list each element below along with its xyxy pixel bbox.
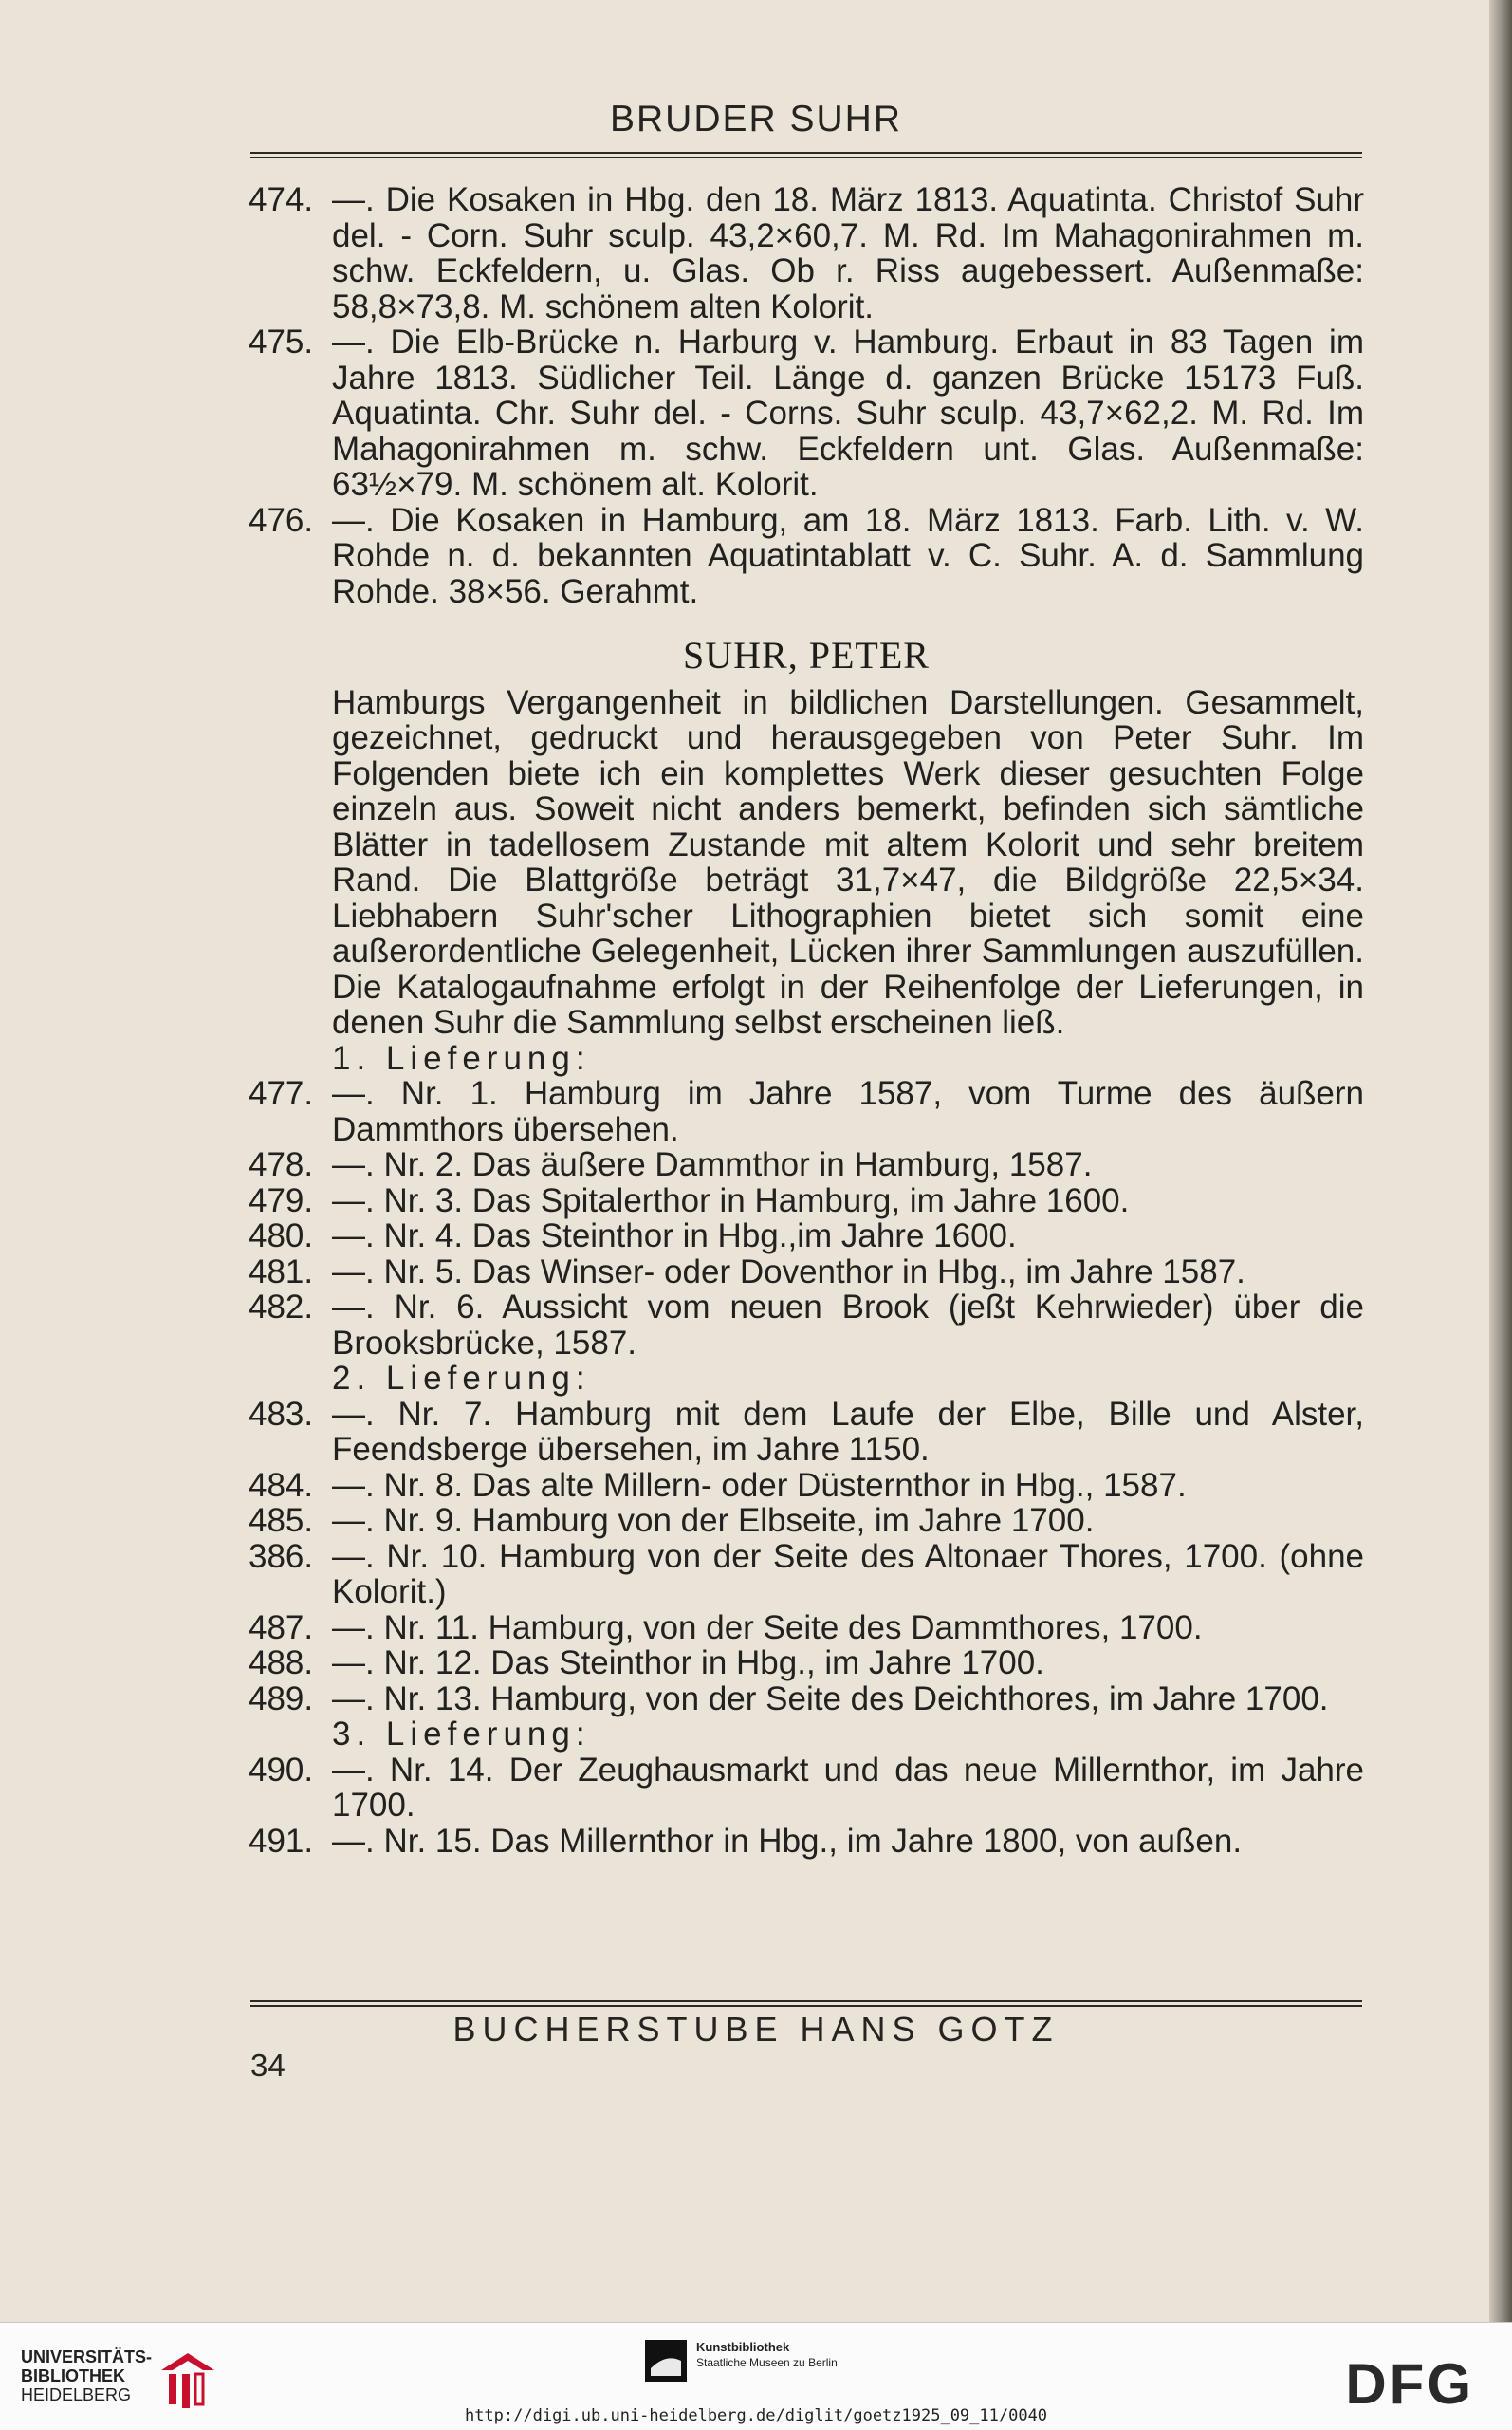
kb-line-2: Staatliche Museen zu Berlin	[696, 2356, 838, 2369]
entry-number: 474.	[249, 181, 314, 218]
catalog-entry	[249, 1503, 1364, 1539]
footer-rule-2	[250, 2005, 1362, 2007]
catalog-entry	[249, 1681, 1364, 1717]
entry-text: —. Nr. 14. Der Zeughausmarkt und das neue Millernthor, im Jahre 1700.	[332, 1751, 1364, 1824]
header-rule-2	[250, 157, 1362, 158]
entry-number: 483.	[249, 1395, 314, 1433]
book-spine-edge	[1489, 0, 1512, 2322]
catalog-entry	[249, 1753, 1364, 1824]
kunstbibliothek-text	[696, 2340, 838, 2370]
catalog-entry	[249, 1397, 1364, 1468]
entry-text: —. Nr. 9. Hamburg von der Elbseite, im Jahre 1700.	[332, 1502, 1095, 1539]
entry-number: 484.	[249, 1466, 314, 1504]
entry-number: 477.	[249, 1075, 314, 1112]
kb-line-1: Kunstbibliothek	[696, 2340, 790, 2354]
section-intro: Hamburgs Vergangenheit in bildlichen Darstellungen. Gesammelt, gezeichnet, gedruckt und herausgegeben von Peter Suhr. Im Folgenden biete ich ein komplettes Werk dieser gesuchten Folge einzeln aus. Soweit nicht anders bemerkt, befinden sich sämtliche Blätter in tadellosem Zustande mit altem Kolorit und sehr breitem Rand. Die Blattgröße beträgt 31,7×47, die Bildgröße 22,5×34. Liebhabern Suhr'scher Lithographien bietet sich somit eine außerordentliche Gelegenheit, Lücken ihrer Sammlungen auszufüllen. Die Katalogaufnahme erfolgt in der Reihenfolge der Lieferungen, in denen Suhr die Sammlung selbst erscheinen ließ.	[332, 683, 1364, 1041]
catalog-entry	[249, 1539, 1364, 1610]
entry-text: —. Nr. 15. Das Millernthor in Hbg., im Jahre 1800, von außen.	[332, 1822, 1243, 1860]
footer-rule	[250, 2000, 1362, 2002]
header-rule	[250, 152, 1362, 154]
permalink-url[interactable]: http://digi.ub.uni-heidelberg.de/diglit/goetz1925_09_11/0040	[464, 2406, 1048, 2425]
entry-text: —. Die Kosaken in Hbg. den 18. März 1813. Aquatinta. Christof Suhr del. - Corn. Suhr sculp. 43,2×60,7. M. Rd. Im Mahagonirahmen m. schw. Eckfeldern, u. Glas. Ob r. Riss augebessert. Außenmaße: 58,8×73,8. M. schönem alten Kolorit.	[332, 181, 1364, 325]
entry-number: 481.	[249, 1252, 314, 1290]
entry-number: 480.	[249, 1217, 314, 1254]
page-number: 34	[250, 2048, 286, 2083]
ub-line-2: BIBLIOTHEK	[21, 2366, 125, 2385]
entry-text: —. Nr. 12. Das Steinthor in Hbg., im Jahre 1700.	[332, 1644, 1044, 1681]
entry-number: 491.	[249, 1822, 314, 1860]
entry-number: 386.	[249, 1537, 314, 1575]
catalog-entry	[249, 1254, 1364, 1290]
running-footer: BUCHERSTUBE HANS GOTZ	[452, 2010, 1060, 2049]
ub-logo-text	[21, 2347, 152, 2404]
catalog-entry	[249, 1824, 1364, 1860]
entry-text: —. Nr. 1. Hamburg im Jahre 1587, vom Turme des äußern Dammthors übersehen.	[332, 1075, 1364, 1148]
catalog-entry	[249, 1076, 1364, 1147]
catalog-entry	[249, 503, 1364, 610]
catalog-entry	[249, 1183, 1364, 1219]
entry-text: —. Nr. 6. Aussicht vom neuen Brook (jeßt Kehrwieder) über die Brooksbrücke, 1587.	[332, 1289, 1364, 1362]
entry-text: —. Nr. 2. Das äußere Dammthor in Hamburg, 1587.	[332, 1146, 1093, 1183]
section-heading: SUHR, PETER	[683, 634, 930, 677]
entry-number: 476.	[249, 501, 314, 539]
entry-text: —. Nr. 8. Das alte Millern- oder Düsternthor in Hbg., 1587.	[332, 1466, 1187, 1504]
entry-text: —. Nr. 11. Hamburg, von der Seite des Dammthores, 1700.	[332, 1608, 1203, 1646]
entry-text: —. Die Elb-Brücke n. Harburg v. Hamburg. Erbaut in 83 Tagen im Jahre 1813. Südlicher Teil. Länge d. ganzen Brücke 15173 Fuß. Aquatinta. Chr. Suhr del. - Corns. Suhr sculp. 43,7×62,2. M. Rd. Im Mahagonirahmen m. schw. Eckfeldern unt. Glas. Außenmaße: 63½×79. M. schönem alt. Kolorit.	[332, 324, 1364, 503]
catalog-entry	[249, 1468, 1364, 1504]
ub-mark-icon	[156, 2349, 224, 2412]
entry-text: —. Nr. 10. Hamburg von der Seite des Altonaer Thores, 1700. (ohne Kolorit.)	[332, 1537, 1364, 1610]
entry-text: —. Die Kosaken in Hamburg, am 18. März 1813. Farb. Lith. v. W. Rohde n. d. bekannten Aquatintablatt v. C. Suhr. A. d. Sammlung Rohde. 38×56. Gerahmt.	[332, 501, 1364, 610]
entry-text: —. Nr. 4. Das Steinthor in Hbg.,im Jahre 1600.	[332, 1217, 1017, 1254]
entry-number: 482.	[249, 1289, 314, 1326]
entry-text: —. Nr. 3. Das Spitalerthor in Hamburg, im Jahre 1600.	[332, 1181, 1130, 1219]
catalog-entry	[249, 325, 1364, 503]
lieferung-heading: 1. Lieferung:	[332, 1039, 591, 1077]
catalog-entry	[249, 1645, 1364, 1681]
kunstbibliothek-logo[interactable]	[645, 2332, 882, 2389]
catalog-entry	[249, 1218, 1364, 1254]
catalog-entry	[249, 182, 1364, 325]
entry-text: —. Nr. 5. Das Winser- oder Doventhor in Hbg., im Jahre 1587.	[332, 1252, 1245, 1290]
entry-number: 475.	[249, 324, 314, 361]
catalog-entries	[249, 182, 1364, 1859]
viewer-footer-bar	[0, 2322, 1512, 2430]
lieferung-heading: 3. Lieferung:	[332, 1716, 591, 1753]
ub-line-1: UNIVERSITÄTS-	[21, 2347, 153, 2366]
catalog-entry	[249, 1289, 1364, 1361]
entry-number: 478.	[249, 1146, 314, 1183]
entry-number: 488.	[249, 1644, 314, 1681]
running-header: BRUDER SUHR	[609, 99, 903, 139]
entry-text: —. Nr. 13. Hamburg, von der Seite des Deichthores, im Jahre 1700.	[332, 1679, 1329, 1717]
dfg-logo[interactable]: DFG	[1345, 2352, 1474, 2416]
entry-number: 489.	[249, 1679, 314, 1717]
entry-number: 485.	[249, 1502, 314, 1539]
catalog-entry	[249, 1147, 1364, 1183]
entry-number: 479.	[249, 1181, 314, 1219]
entry-number: 490.	[249, 1751, 314, 1789]
lieferung-heading: 2. Lieferung:	[332, 1360, 591, 1397]
catalog-entry	[249, 1610, 1364, 1646]
entry-text: —. Nr. 7. Hamburg mit dem Laufe der Elbe, Bille und Alster, Feendsberge übersehen, im Jahre 1150.	[332, 1395, 1364, 1468]
kunstbibliothek-icon	[645, 2340, 687, 2382]
ub-line-3: HEIDELBERG	[21, 2385, 132, 2404]
entry-number: 487.	[249, 1608, 314, 1646]
